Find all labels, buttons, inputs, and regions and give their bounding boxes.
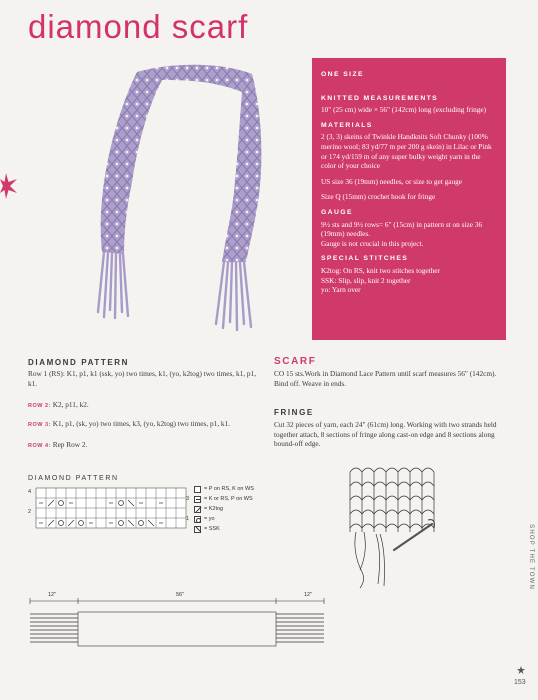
legend-item (194, 494, 254, 504)
legend-yo-icon (194, 516, 201, 523)
fringe-text: Cut 32 pieces of yarn, each 24" (61cm) long. Working with two strands held together attach, 8 sections of fringe along cast-on edge and 8 sections along bound-off edge. (274, 420, 497, 449)
svg-text:2: 2 (28, 509, 32, 515)
pattern-row1: Row 1 (RS): K1, p1, k1 (ssk, yo) two times, k1, (yo, k2tog) two times, k1, p1, k1. (28, 369, 257, 388)
legend-label: = SSK (204, 526, 220, 532)
schematic-middle-dim: 56" (176, 592, 185, 598)
stitches-heading: SPECIAL STITCHES (321, 255, 409, 263)
pattern-heading: DIAMOND PATTERN (28, 358, 130, 367)
stitch-ssk: SSK: Slip, slip, knit 2 together (321, 275, 411, 285)
row4-label: ROW 4: (28, 443, 51, 449)
fringe-illustration (342, 462, 442, 592)
schematic-right-dim: 12" (304, 592, 313, 598)
page-number: 153 (514, 679, 526, 686)
legend-label: = K or RS, P on WS (204, 496, 253, 502)
legend-label: = P on RS, K on WS (204, 486, 254, 492)
info-box (312, 58, 506, 340)
scarf-photo (82, 62, 302, 332)
chart-legend (194, 484, 254, 534)
bullet-star-icon (517, 666, 525, 674)
gauge-text: 9½ sts and 9½ rows= 6" (15cm) in pattern st on size 36 (19mm) needles. (321, 219, 483, 239)
stitch-chart (28, 484, 188, 532)
svg-text:4: 4 (28, 489, 32, 495)
gauge-heading: GAUGE (321, 208, 353, 216)
legend-item (194, 484, 254, 494)
measurements-heading: KNITTED MEASUREMENTS (321, 94, 439, 102)
schematic-left-dim: 12" (48, 592, 57, 598)
stitch-yo: yo: Yarn over (321, 285, 361, 295)
chart-heading: DIAMOND PATTERN (28, 475, 119, 482)
chart-row3-number: 3 (186, 496, 190, 502)
section-side-label: SHOP THE TOWN (528, 524, 534, 590)
chart-row1-number: 1 (186, 516, 190, 522)
pattern-row2 (28, 400, 260, 412)
row3-label: ROW 3: (28, 422, 51, 428)
legend-item (194, 504, 254, 514)
page-title: diamond scarf (28, 8, 249, 45)
stitch-k2tog: K2tog: On RS, knit two stitches together (321, 265, 440, 275)
measurements-text: 10" (25 cm) wide × 56" (142cm) long (excluding fringe) (321, 105, 487, 115)
legend-label: = K2tog (204, 506, 224, 512)
needles-text: US size 36 (19mm) needles, or size to get gauge (321, 176, 463, 186)
legend-ssk-icon (194, 526, 201, 533)
scarf-schematic (28, 598, 328, 650)
pattern-row4 (28, 440, 260, 452)
legend-purl-icon (194, 486, 201, 493)
legend-item (194, 524, 254, 534)
star-ornament-icon (0, 173, 18, 199)
row2-label: ROW 2: (28, 403, 51, 409)
row4-text: Rep Row 2. (52, 440, 88, 449)
legend-item (194, 514, 254, 524)
legend-k2tog-icon (194, 506, 201, 513)
gauge-note: Gauge is not crucial in this project. (321, 238, 424, 248)
hook-text: Size Q (15mm) crochet hook for fringe (321, 192, 436, 202)
materials-heading: MATERIALS (321, 121, 373, 129)
materials-text: 2 (3, 3) skeins of Twinkle Handknits Soft Chunky (100% merino wool; 83 yd/77 m per 200 g skein) in Lilac or Pink or 174 yd/159 m of any super bulky weight yarn in the color of your choice (321, 132, 492, 171)
legend-label: = yo (204, 516, 215, 522)
fringe-heading: FRINGE (274, 408, 314, 417)
legend-knit-icon (194, 496, 201, 503)
row2-text: K2, p11, k2. (52, 400, 89, 409)
scarf-text: CO 15 sts.Work in Diamond Lace Pattern until scarf measures 56" (142cm). Bind off. Weave in ends. (274, 369, 497, 388)
scarf-heading: SCARF (274, 356, 317, 367)
pattern-row3 (28, 419, 268, 431)
row3-text: K1, p1, (sk, yo) two times, k3, (yo, k2tog) two times, p1, k1. (52, 419, 231, 428)
size-heading: ONE SIZE (321, 71, 364, 78)
